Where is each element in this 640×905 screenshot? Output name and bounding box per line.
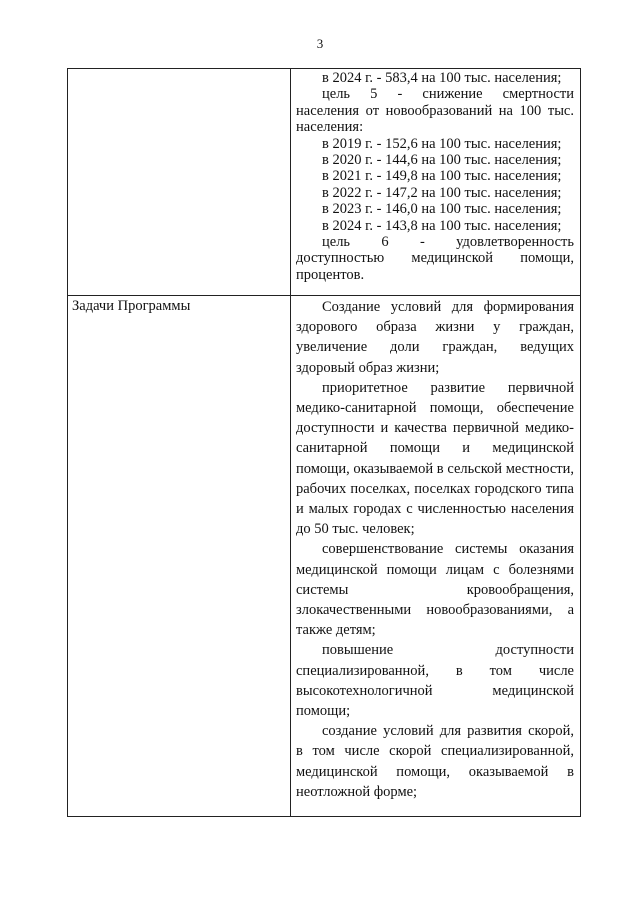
task-healthy-lifestyle: Создание условий для формирования здорового образа жизни у граждан, увеличение доли граждан, ведущих здоровый образ жизни;: [296, 299, 574, 376]
page-number: 3: [316, 36, 324, 51]
target-2024-general: в 2024 г. - 583,4 на 100 тыс. населения;: [322, 70, 562, 86]
program-passport-table: [67, 68, 581, 817]
row-content-cell: [291, 69, 581, 296]
task-primary-care: приоритетное развитие первичной медико-санитарной помощи, обеспечение доступности и качества первичной медико-санитарной помощи и медицинской помощи, оказываемой в сельской местности, рабочих поселках, поселках городского типа и малых городах с численностью населения до 50 тыс. человек;: [296, 379, 574, 538]
row-label-cell: [68, 69, 291, 296]
goal-5-value-2020: в 2020 г. - 144,6 на 100 тыс. населения;: [322, 152, 562, 169]
task-emergency-care: создание условий для развития скорой, в том числе скорой специализированной, медицинской помощи, оказываемой в неотложной форме;: [296, 723, 574, 800]
goal-5-value-2023: в 2023 г. - 146,0 на 100 тыс. населения;: [322, 201, 562, 218]
goal-5-heading: цель 5 - снижение смертности населения от новообразований на 100 тыс. населения:: [296, 86, 574, 136]
table-row: [68, 296, 581, 817]
row-content-cell: [291, 296, 581, 817]
goal-6-heading: цель 6 - удовлетворенность доступностью медицинской помощи, процентов.: [296, 234, 574, 283]
task-specialized-care: повышение доступности специализированной, в том числе высокотехнологичной медицинской помощи;: [296, 642, 574, 720]
goal-5-value-2021: в 2021 г. - 149,8 на 100 тыс. населения;: [322, 168, 562, 185]
goal-5-value-2019: в 2019 г. - 152,6 на 100 тыс. населения;: [322, 135, 562, 152]
table-row: [68, 69, 581, 296]
goal-5-value-2024: в 2024 г. - 143,8 на 100 тыс. населения;: [322, 217, 562, 234]
goal-5-value-2022: в 2022 г. - 147,2 на 100 тыс. населения;: [322, 184, 562, 201]
row-label-program-tasks: Задачи Программы: [72, 298, 191, 314]
row-label-cell: [68, 296, 291, 817]
task-care-improvement: совершенствование системы оказания медицинской помощи лицам с болезнями системы кровообращения, злокачественными новообразованиями, а также детям;: [296, 541, 574, 639]
